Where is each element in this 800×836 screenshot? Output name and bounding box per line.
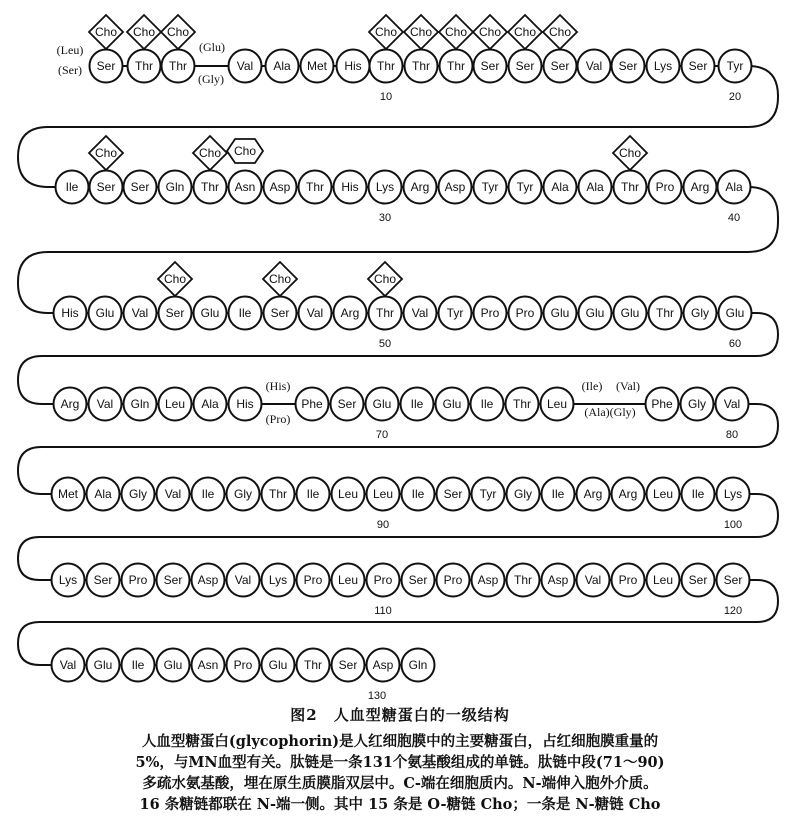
residue bbox=[52, 478, 85, 511]
residue bbox=[578, 50, 611, 83]
residue bbox=[474, 50, 507, 83]
residue bbox=[439, 171, 472, 204]
residue-label: Tyr bbox=[726, 59, 744, 73]
residue bbox=[646, 388, 679, 421]
residue bbox=[402, 564, 435, 597]
residue-label: Ser bbox=[130, 180, 150, 194]
residue-label: Val bbox=[236, 59, 254, 73]
caption-line: 人血型糖蛋白(glycophorin)是人红细胞膜中的主要糖蛋白，占红细胞膜重量的 bbox=[141, 733, 659, 750]
residue-label: Ser bbox=[270, 306, 290, 320]
residue-label: Leu bbox=[546, 397, 568, 411]
residue-label: Val bbox=[59, 658, 77, 672]
variant-label: (Ile) bbox=[581, 379, 603, 393]
residue-label: Glu bbox=[268, 658, 288, 672]
residue bbox=[716, 388, 749, 421]
residue bbox=[471, 388, 504, 421]
residue-label: Asp bbox=[444, 180, 466, 194]
residue-label: Thr bbox=[656, 306, 674, 320]
residue-layer bbox=[52, 50, 752, 682]
residue-label: Ser bbox=[96, 180, 116, 194]
residue bbox=[682, 564, 715, 597]
residue-label: Gly bbox=[514, 487, 532, 501]
residue-label: Arg bbox=[690, 180, 710, 194]
residue bbox=[89, 388, 122, 421]
residue bbox=[194, 388, 227, 421]
residue bbox=[647, 564, 680, 597]
residue bbox=[227, 649, 260, 682]
residue-label: Thr bbox=[412, 59, 430, 73]
residue-label: Glu bbox=[585, 306, 605, 320]
residue-label: Ile bbox=[411, 487, 425, 501]
residue-label: Ala bbox=[551, 180, 569, 194]
position-number: 80 bbox=[725, 429, 739, 441]
position-number: 130 bbox=[367, 690, 387, 700]
residue-label: Met bbox=[306, 59, 328, 73]
residue-label: Val bbox=[234, 573, 252, 587]
caption-line: 16 条糖链都联在 N-端一侧。其中 15 条是 O-糖链 Cho；一条是 N-糖链 Cho bbox=[139, 796, 661, 813]
residue-label: Tyr bbox=[516, 180, 534, 194]
residue-label: Ser bbox=[443, 487, 463, 501]
residue bbox=[684, 171, 717, 204]
residue-label: Arg bbox=[60, 397, 80, 411]
caption-line: 5%，与MN血型有关。肽链是一条131个氨基酸组成的单链。肽链中段(71～90) bbox=[135, 754, 665, 771]
residue bbox=[439, 297, 472, 330]
residue bbox=[122, 649, 155, 682]
residue-label: Pro bbox=[128, 573, 148, 587]
residue-label: Glu bbox=[442, 397, 462, 411]
residue-label: Thr bbox=[135, 59, 153, 73]
residue bbox=[577, 564, 610, 597]
residue-label: Thr bbox=[169, 59, 187, 73]
residue bbox=[194, 297, 227, 330]
residue-label: Leu bbox=[337, 487, 359, 501]
residue bbox=[401, 388, 434, 421]
residue-label: Gly bbox=[129, 487, 147, 501]
residue-label: Val bbox=[306, 306, 324, 320]
residue bbox=[332, 478, 365, 511]
residue-label: His bbox=[344, 59, 362, 73]
residue-label: Asp bbox=[547, 573, 569, 587]
residue-label: Pro bbox=[480, 306, 500, 320]
residue-label: Val bbox=[411, 306, 429, 320]
residue-label: Val bbox=[584, 573, 602, 587]
residue bbox=[577, 478, 610, 511]
residue-label: Ser bbox=[550, 59, 570, 73]
residue-label: Pro bbox=[303, 573, 323, 587]
residue bbox=[157, 649, 190, 682]
position-number: 110 bbox=[374, 605, 392, 617]
o-glycan-label: Cho bbox=[163, 272, 187, 286]
residue bbox=[124, 388, 157, 421]
caption-body bbox=[0, 731, 800, 815]
o-glycan-label: Cho bbox=[198, 146, 222, 160]
residue bbox=[331, 388, 364, 421]
residue-label: Gln bbox=[130, 397, 150, 411]
residue bbox=[472, 478, 505, 511]
residue bbox=[299, 297, 332, 330]
residue bbox=[612, 478, 645, 511]
position-number: 60 bbox=[728, 338, 742, 350]
residue bbox=[472, 564, 505, 597]
residue bbox=[334, 297, 367, 330]
residue-label: Thr bbox=[306, 180, 324, 194]
residue bbox=[507, 478, 540, 511]
residue-label: Gly bbox=[688, 397, 706, 411]
residue bbox=[159, 171, 192, 204]
residue-label: Ser bbox=[96, 59, 116, 73]
residue bbox=[90, 171, 123, 204]
residue-label: Arg bbox=[340, 306, 360, 320]
residue bbox=[124, 171, 157, 204]
residue-label: Ser bbox=[337, 397, 357, 411]
o-glycan-label: Cho bbox=[268, 272, 292, 286]
residue-label: Phe bbox=[301, 397, 323, 411]
residue-label: Thr bbox=[447, 59, 465, 73]
residue-label: Thr bbox=[514, 573, 532, 587]
figure-caption bbox=[0, 704, 800, 815]
residue bbox=[262, 564, 295, 597]
o-glycan-label: Cho bbox=[94, 146, 118, 160]
residue bbox=[647, 478, 680, 511]
residue bbox=[370, 50, 403, 83]
residue-label: Ile bbox=[691, 487, 705, 501]
residue-label: Gly bbox=[234, 487, 252, 501]
residue bbox=[122, 564, 155, 597]
residue bbox=[52, 564, 85, 597]
residue-label: Asn bbox=[234, 180, 256, 194]
residue-label: Tyr bbox=[481, 180, 499, 194]
residue bbox=[299, 171, 332, 204]
residue bbox=[157, 478, 190, 511]
residue-label: Val bbox=[164, 487, 182, 501]
residue-label: Arg bbox=[410, 180, 430, 194]
residue bbox=[366, 388, 399, 421]
residue-label: Ala bbox=[586, 180, 604, 194]
residue bbox=[544, 50, 577, 83]
residue bbox=[297, 564, 330, 597]
residue bbox=[229, 297, 262, 330]
residue bbox=[297, 478, 330, 511]
residue bbox=[437, 564, 470, 597]
residue-label: His bbox=[341, 180, 359, 194]
residue-label: Thr bbox=[377, 59, 395, 73]
residue bbox=[159, 297, 192, 330]
variant-label: (Pro) bbox=[265, 412, 291, 426]
residue bbox=[542, 478, 575, 511]
residue-label: Tyr bbox=[479, 487, 497, 501]
residue bbox=[541, 388, 574, 421]
residue bbox=[507, 564, 540, 597]
residue-label: Gly bbox=[691, 306, 709, 320]
residue-label: Val bbox=[96, 397, 114, 411]
residue-label: Leu bbox=[652, 573, 674, 587]
residue-label: Asp bbox=[477, 573, 499, 587]
residue bbox=[614, 297, 647, 330]
residue-label: Ser bbox=[688, 59, 708, 73]
residue-label: Ile bbox=[480, 397, 494, 411]
residue bbox=[647, 50, 680, 83]
o-glycan-label: Cho bbox=[166, 25, 190, 39]
residue bbox=[332, 649, 365, 682]
position-number: 10 bbox=[379, 91, 393, 103]
residue-label: Asp bbox=[372, 658, 394, 672]
residue bbox=[301, 50, 334, 83]
position-number: 50 bbox=[378, 338, 392, 350]
residue-label: Lys bbox=[58, 573, 78, 587]
residue-label: Asp bbox=[269, 180, 291, 194]
residue-label: Gln bbox=[408, 658, 428, 672]
residue bbox=[87, 478, 120, 511]
residue bbox=[162, 50, 195, 83]
residue-label: Ser bbox=[165, 306, 185, 320]
residue bbox=[124, 297, 157, 330]
residue bbox=[682, 50, 715, 83]
variant-label: (His) bbox=[265, 379, 291, 393]
n-glycan-label: Cho bbox=[233, 144, 257, 158]
residue bbox=[264, 297, 297, 330]
residue-label: Lys bbox=[268, 573, 288, 587]
residue-label: Leu bbox=[164, 397, 186, 411]
o-glycan-label: Cho bbox=[94, 25, 118, 39]
residue-label: Glu bbox=[93, 658, 113, 672]
residue-label: Ser bbox=[408, 573, 428, 587]
residue bbox=[87, 564, 120, 597]
residue bbox=[684, 297, 717, 330]
residue-label: Ser bbox=[618, 59, 638, 73]
residue bbox=[509, 297, 542, 330]
residue-label: Thr bbox=[621, 180, 639, 194]
variant-label: (Ser) bbox=[58, 63, 82, 77]
residue bbox=[719, 297, 752, 330]
residue-label: Glu bbox=[372, 397, 392, 411]
residue-label: Ile bbox=[131, 658, 145, 672]
residue bbox=[612, 50, 645, 83]
variant-label: (Leu) bbox=[56, 43, 84, 57]
o-glycan-label: Cho bbox=[548, 25, 572, 39]
residue-label: Ala bbox=[201, 397, 219, 411]
position-number: 30 bbox=[378, 212, 392, 224]
residue bbox=[682, 478, 715, 511]
residue-label: Ala bbox=[273, 59, 291, 73]
o-glycan-label: Cho bbox=[373, 272, 397, 286]
residue bbox=[229, 50, 262, 83]
residue bbox=[227, 564, 260, 597]
residue-label: Lys bbox=[723, 487, 743, 501]
residue bbox=[296, 388, 329, 421]
residue bbox=[542, 564, 575, 597]
residue-label: Ile bbox=[65, 180, 79, 194]
residue bbox=[404, 171, 437, 204]
position-number: 100 bbox=[723, 519, 743, 531]
residue-label: Ser bbox=[163, 573, 183, 587]
residue bbox=[337, 50, 370, 83]
caption-title: 图2 人血型糖蛋白的一级结构 bbox=[290, 706, 510, 724]
residue bbox=[649, 297, 682, 330]
residue-label: Ser bbox=[515, 59, 535, 73]
residue bbox=[402, 478, 435, 511]
residue-label: Glu bbox=[95, 306, 115, 320]
residue bbox=[87, 649, 120, 682]
residue bbox=[474, 297, 507, 330]
residue-label: Val bbox=[585, 59, 603, 73]
residue bbox=[369, 297, 402, 330]
residue-label: Ser bbox=[338, 658, 358, 672]
residue bbox=[437, 478, 470, 511]
residue bbox=[405, 50, 438, 83]
residue bbox=[334, 171, 367, 204]
residue bbox=[90, 50, 123, 83]
residue bbox=[54, 297, 87, 330]
residue-label: Ala bbox=[94, 487, 112, 501]
residue-label: Leu bbox=[652, 487, 674, 501]
residue bbox=[544, 171, 577, 204]
position-number: 120 bbox=[723, 605, 743, 617]
residue bbox=[266, 50, 299, 83]
position-number: 40 bbox=[727, 212, 741, 224]
residue-label: Asn bbox=[197, 658, 219, 672]
o-glycan-label: Cho bbox=[618, 146, 642, 160]
residue-label: Glu bbox=[163, 658, 183, 672]
residue-label: Val bbox=[131, 306, 149, 320]
caption-line: 多疏水氨基酸，埋在原生质膜脂双层中。C-端在细胞质内。N-端伸入胞外介质。 bbox=[142, 775, 658, 792]
residue-label: Thr bbox=[269, 487, 287, 501]
residue-label: Phe bbox=[651, 397, 673, 411]
residue-label: His bbox=[236, 397, 254, 411]
residue bbox=[649, 171, 682, 204]
residue-label: Pro bbox=[443, 573, 463, 587]
residue bbox=[54, 388, 87, 421]
residue bbox=[194, 171, 227, 204]
residue bbox=[367, 478, 400, 511]
residue bbox=[192, 478, 225, 511]
residue-label: Val bbox=[723, 397, 741, 411]
position-number: 70 bbox=[375, 429, 389, 441]
residue bbox=[367, 649, 400, 682]
residue-label: Arg bbox=[618, 487, 638, 501]
residue-label: Gln bbox=[165, 180, 185, 194]
residue bbox=[192, 564, 225, 597]
o-glycan-label: Cho bbox=[478, 25, 502, 39]
residue-label: Pro bbox=[618, 573, 638, 587]
residue-label: Thr bbox=[513, 397, 531, 411]
o-glycan-label: Cho bbox=[513, 25, 537, 39]
residue-label: Thr bbox=[201, 180, 219, 194]
residue-label: Pro bbox=[655, 180, 675, 194]
residue-label: Lys bbox=[653, 59, 673, 73]
residue-label: Glu bbox=[550, 306, 570, 320]
residue bbox=[122, 478, 155, 511]
residue-label: Arg bbox=[583, 487, 603, 501]
residue-label: Ile bbox=[201, 487, 215, 501]
residue-label: Asp bbox=[197, 573, 219, 587]
residue bbox=[332, 564, 365, 597]
variant-label: (Glu) bbox=[199, 40, 225, 54]
residue bbox=[369, 171, 402, 204]
residue bbox=[229, 388, 262, 421]
residue bbox=[128, 50, 161, 83]
o-glycan-label: Cho bbox=[132, 25, 156, 39]
residue-label: Glu bbox=[725, 306, 745, 320]
residue-label: Thr bbox=[376, 306, 394, 320]
residue bbox=[579, 171, 612, 204]
residue-label: Pro bbox=[373, 573, 393, 587]
residue bbox=[367, 564, 400, 597]
residue-label: Leu bbox=[337, 573, 359, 587]
residue bbox=[262, 478, 295, 511]
residue bbox=[612, 564, 645, 597]
residue-label: Ser bbox=[93, 573, 113, 587]
residue-label: Ala bbox=[725, 180, 743, 194]
residue bbox=[440, 50, 473, 83]
residue bbox=[56, 171, 89, 204]
residue bbox=[52, 649, 85, 682]
residue bbox=[717, 478, 750, 511]
residue bbox=[614, 171, 647, 204]
residue-label: Ile bbox=[306, 487, 320, 501]
residue-label: Ile bbox=[238, 306, 252, 320]
residue bbox=[717, 564, 750, 597]
residue bbox=[719, 50, 752, 83]
o-glycan-label: Cho bbox=[374, 25, 398, 39]
residue bbox=[509, 171, 542, 204]
residue bbox=[157, 564, 190, 597]
position-number: 90 bbox=[376, 519, 390, 531]
residue bbox=[402, 649, 435, 682]
residue bbox=[579, 297, 612, 330]
variant-label: (Val) bbox=[616, 379, 640, 393]
variant-label: (Gly) bbox=[198, 72, 224, 86]
variant-label: (Ala)(Gly) bbox=[584, 405, 636, 419]
residue bbox=[264, 171, 297, 204]
residue bbox=[159, 388, 192, 421]
residue bbox=[509, 50, 542, 83]
residue bbox=[89, 297, 122, 330]
residue bbox=[192, 649, 225, 682]
o-glycan-label: Cho bbox=[444, 25, 468, 39]
residue bbox=[262, 649, 295, 682]
residue-label: Glu bbox=[200, 306, 220, 320]
residue-label: Glu bbox=[620, 306, 640, 320]
o-glycan-label: Cho bbox=[409, 25, 433, 39]
residue-label: Ile bbox=[551, 487, 565, 501]
residue-label: Tyr bbox=[446, 306, 464, 320]
residue bbox=[436, 388, 469, 421]
residue bbox=[506, 388, 539, 421]
residue bbox=[404, 297, 437, 330]
residue bbox=[681, 388, 714, 421]
residue-label: Ser bbox=[723, 573, 743, 587]
residue-label: Lys bbox=[375, 180, 395, 194]
residue bbox=[474, 171, 507, 204]
residue-label: His bbox=[61, 306, 79, 320]
residue-label: Ser bbox=[688, 573, 708, 587]
residue bbox=[297, 649, 330, 682]
residue bbox=[229, 171, 262, 204]
residue-label: Ser bbox=[480, 59, 500, 73]
residue-label: Met bbox=[57, 487, 79, 501]
residue-label: Leu bbox=[372, 487, 394, 501]
residue-label: Thr bbox=[304, 658, 322, 672]
residue-label: Pro bbox=[233, 658, 253, 672]
residue bbox=[227, 478, 260, 511]
residue bbox=[544, 297, 577, 330]
residue-label: Pro bbox=[515, 306, 535, 320]
position-number: 20 bbox=[728, 91, 742, 103]
residue-label: Ile bbox=[410, 397, 424, 411]
residue bbox=[718, 171, 751, 204]
